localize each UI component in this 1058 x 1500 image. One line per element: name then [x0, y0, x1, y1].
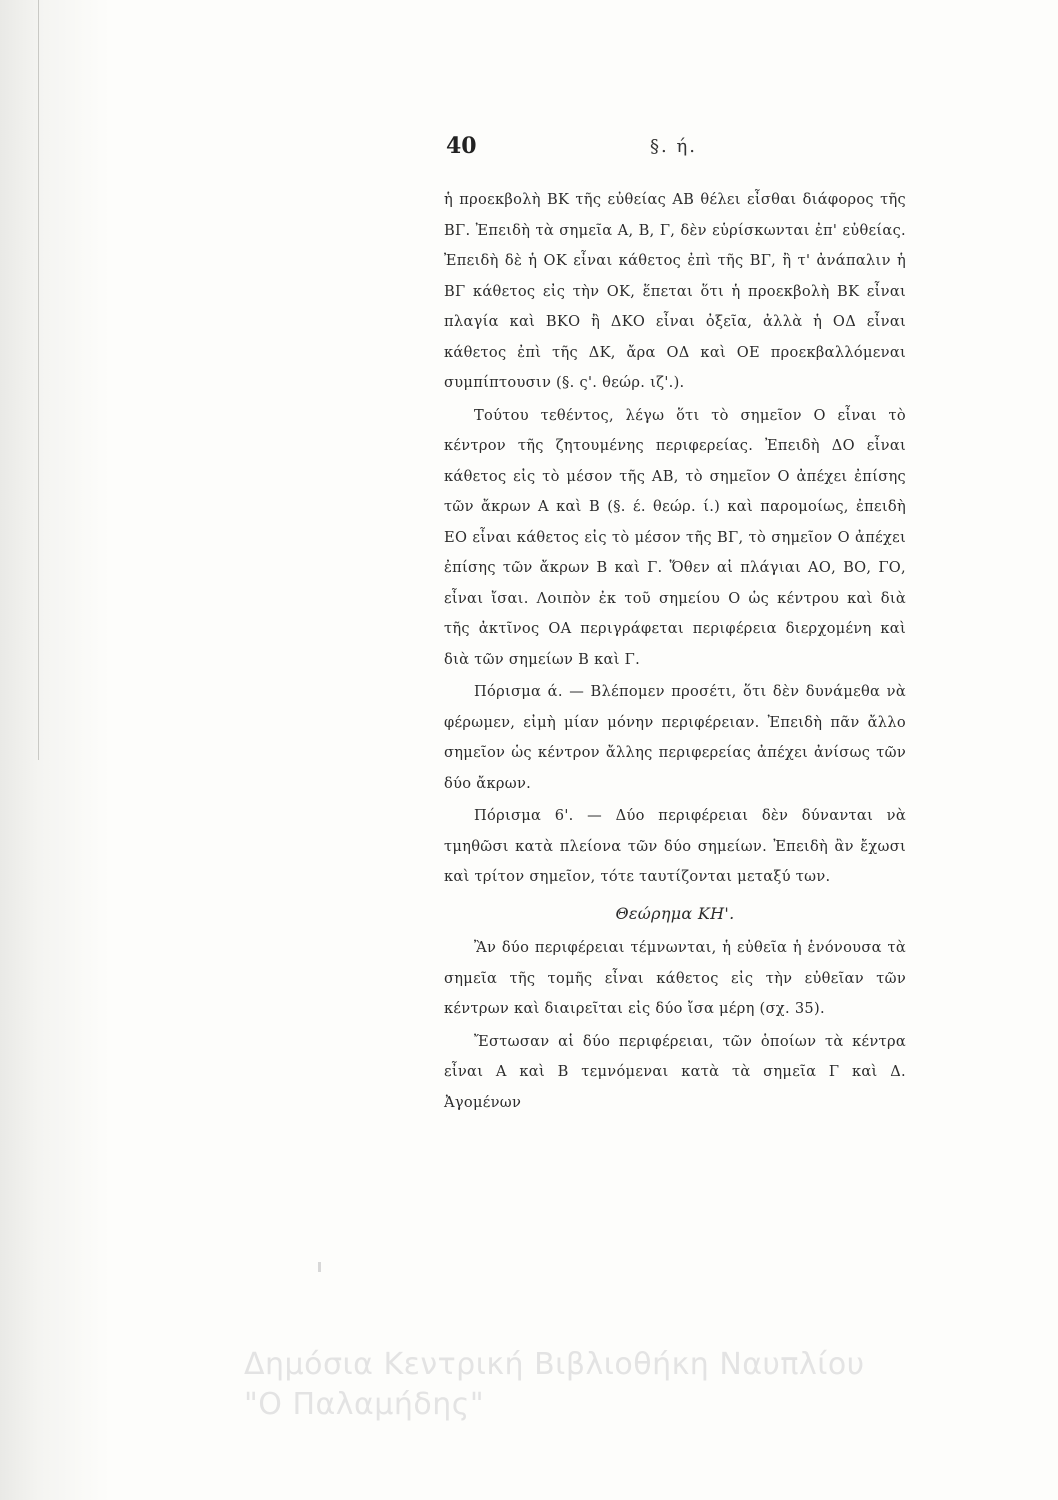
paragraph-2: Τούτου τεθέντος, λέγω ὅτι τὸ σημεῖον Ο εἶναι τὸ κέντρον τῆς ζητουμένης περιφερείας. Ἐπειδὴ ΔΟ εἶναι κάθετος εἰς τὸ μέσον τῆς ΑΒ, τὸ σημεῖον Ο ἀπέχει ἐπίσης τῶν ἄκρων Α καὶ Β (§. έ. θεώρ. ί.) καὶ παρομοίως, ἐπειδὴ ΕΟ εἶναι κάθετος εἰς τὸ μέσον τῆς ΒΓ, τὸ σημεῖον Ο ἀπέχει ἐπίσης τῶν ἄκρων Β καὶ Γ. Ὅθεν αἱ πλάγιαι ΑΟ, ΒΟ, ΓΟ, εἶναι ἴσαι. Λοιπὸν ἐκ τοῦ σημείου Ο ὡς κέντρου καὶ διὰ τῆς ἀκτῖνος ΟΑ περιγράφεται περιφέρεια διερχομένη καὶ διὰ τῶν σημείων Β καὶ Γ. — [444, 406, 906, 668]
watermark-line-2: "Ο Παλαμήδης" — [244, 1387, 485, 1422]
proof-start: Ἔστωσαν αἱ δύο περιφέρειαι, τῶν ὁποίων τὰ κέντρα εἶναι Α καὶ Β τεμνόμεναι κατὰ τὰ σημεῖα Γ καὶ Δ. Ἀγομένων — [444, 1032, 906, 1111]
library-watermark — [244, 1345, 1044, 1425]
theorem-heading: Θεώρημα ΚΗ'. — [615, 903, 735, 923]
theorem-statement: Ἂν δύο περιφέρειαι τέμνωνται, ἡ εὐθεῖα ἡ ἑνόνουσα τὰ σημεῖα τῆς τομῆς εἶναι κάθετος εἰς τὴν εὐθεῖαν τῶν κέντρων καὶ διαιρεῖται εἰς δύο ἴσα μέρη (σχ. 35). — [444, 939, 906, 1017]
corollary-1: Πόρισμα ά. — Βλέπομεν προσέτι, ὅτι δὲν δυνάμεθα νὰ φέρωμεν, εἰμὴ μίαν μόνην περιφέρειαν. Ἐπειδὴ πᾶν ἄλλο σημεῖον ὡς κέντρον ἄλλης περιφερείας ἀπέχει ἀνίσως τῶν δύο ἄκρων. — [444, 683, 906, 792]
page-number: 40 — [446, 133, 477, 159]
page-edge-line — [38, 0, 39, 760]
ink-mark — [318, 1262, 321, 1272]
paragraph-1: ἡ προεκβολὴ ΒΚ τῆς εὐθείας ΑΒ θέλει εἶσθαι διάφορος τῆς ΒΓ. Ἐπειδὴ τὰ σημεῖα Α, Β, Γ, δὲν εὑρίσκωνται ἐπ' εὐθείας. Ἐπειδὴ δὲ ἡ ΟΚ εἶναι κάθετος ἐπὶ τῆς ΒΓ, ἢ τ' ἀνάπαλιν ἡ ΒΓ κάθετος εἰς τὴν ΟΚ, ἕπεται ὅτι ἡ προεκβολὴ ΒΚ εἶναι πλαγία καὶ ΒΚΟ ἢ ΔΚΟ εἶναι ὀξεῖα, ἀλλὰ ἡ ΟΔ εἶναι κάθετος ἐπὶ τῆς ΔΚ, ἄρα ΟΔ καὶ ΟΕ προεκβαλλόμεναι συμπίπτουσιν (§. ς'. θεώρ. ιζ'.). — [444, 191, 906, 391]
running-head: §. ή. — [650, 136, 697, 157]
watermark-line-1: Δημόσια Κεντρική Βιβλιοθήκη Ναυπλίου — [244, 1347, 865, 1382]
scan-shadow — [0, 0, 110, 1500]
body-text — [444, 185, 906, 1118]
corollary-2: Πόρισμα 6'. — Δύο περιφέρειαι δὲν δύνανται νὰ τμηθῶσι κατὰ πλείονα τῶν δύο σημείων. Ἐπειδὴ ἂν ἔχωσι καὶ τρίτον σημεῖον, τότε ταυτίζονται μεταξύ των. — [444, 807, 906, 885]
